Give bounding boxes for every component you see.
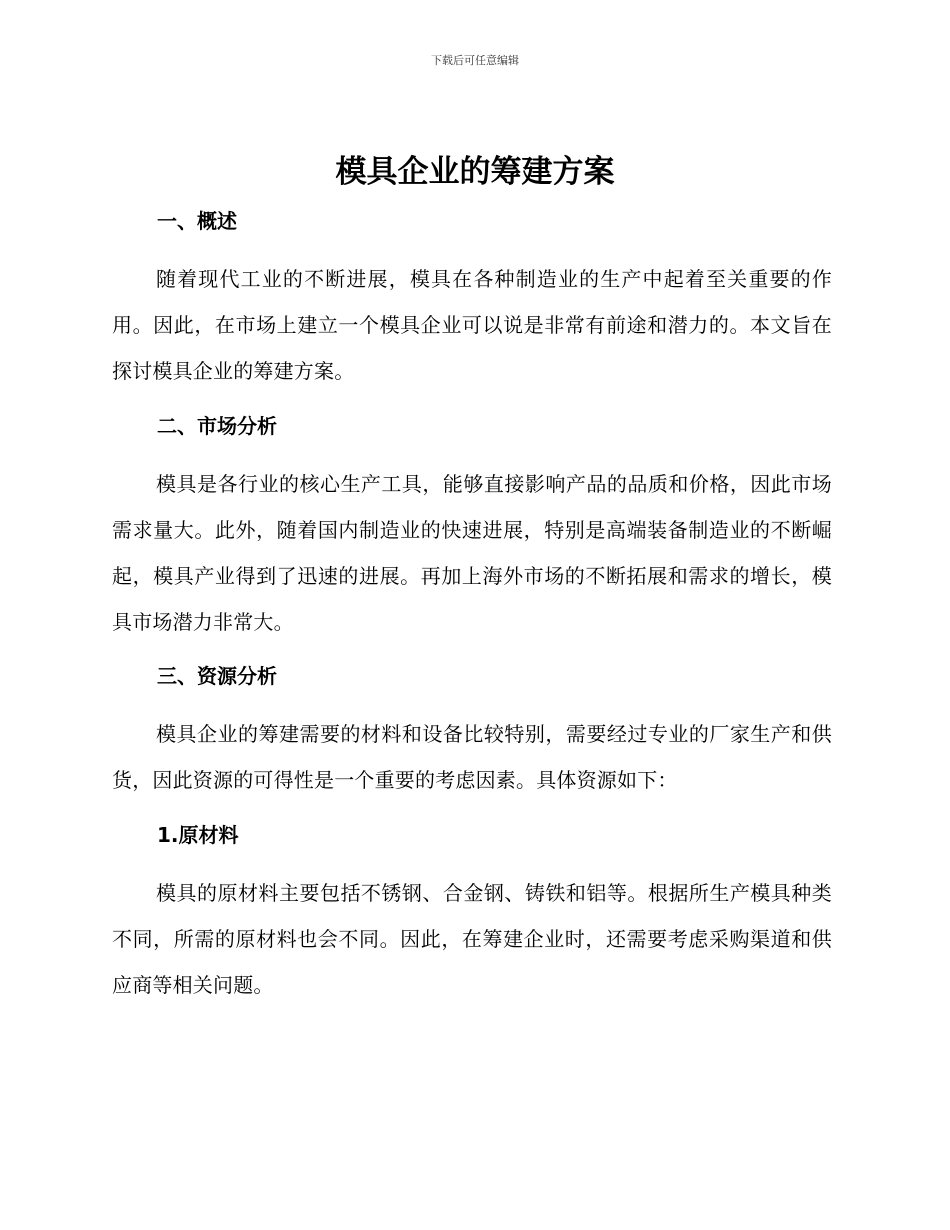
subsection-heading-raw-materials: 1.原材料 — [157, 823, 239, 847]
section-paragraph-market-analysis: 模具是各行业的核心生产工具，能够直接影响产品的品质和价格，因此市场需求量大。此外，随着国内制造业的快速进展，特别是高端装备制造业的不断崛起，模具产业得到了迅速的进展。再加上海外市场的不断拓展和需求的增长，模具市场潜力非常大。 — [112, 472, 832, 634]
subsection-paragraph-raw-materials: 模具的原材料主要包括不锈钢、合金钢、铸铁和铝等。根据所生产模具种类不同，所需的原材料也会不同。因此，在筹建企业时，还需要考虑采购渠道和供应商等相关问题。 — [112, 881, 832, 997]
page-header: 下载后可任意编辑 — [431, 54, 519, 67]
document-title: 模具企业的筹建方案 — [335, 154, 615, 190]
section-heading-resource-analysis: 三、资源分析 — [157, 664, 277, 688]
section-heading-overview: 一、概述 — [157, 209, 237, 233]
section-heading-market-analysis: 二、市场分析 — [157, 414, 277, 438]
section-paragraph-overview: 随着现代工业的不断进展，模具在各种制造业的生产中起着至关重要的作用。因此，在市场上建立一个模具企业可以说是非常有前途和潜力的。本文旨在探讨模具企业的筹建方案。 — [112, 267, 832, 383]
section-paragraph-resource-analysis: 模具企业的筹建需要的材料和设备比较特别，需要经过专业的厂家生产和供货，因此资源的可得性是一个重要的考虑因素。具体资源如下： — [112, 722, 832, 792]
